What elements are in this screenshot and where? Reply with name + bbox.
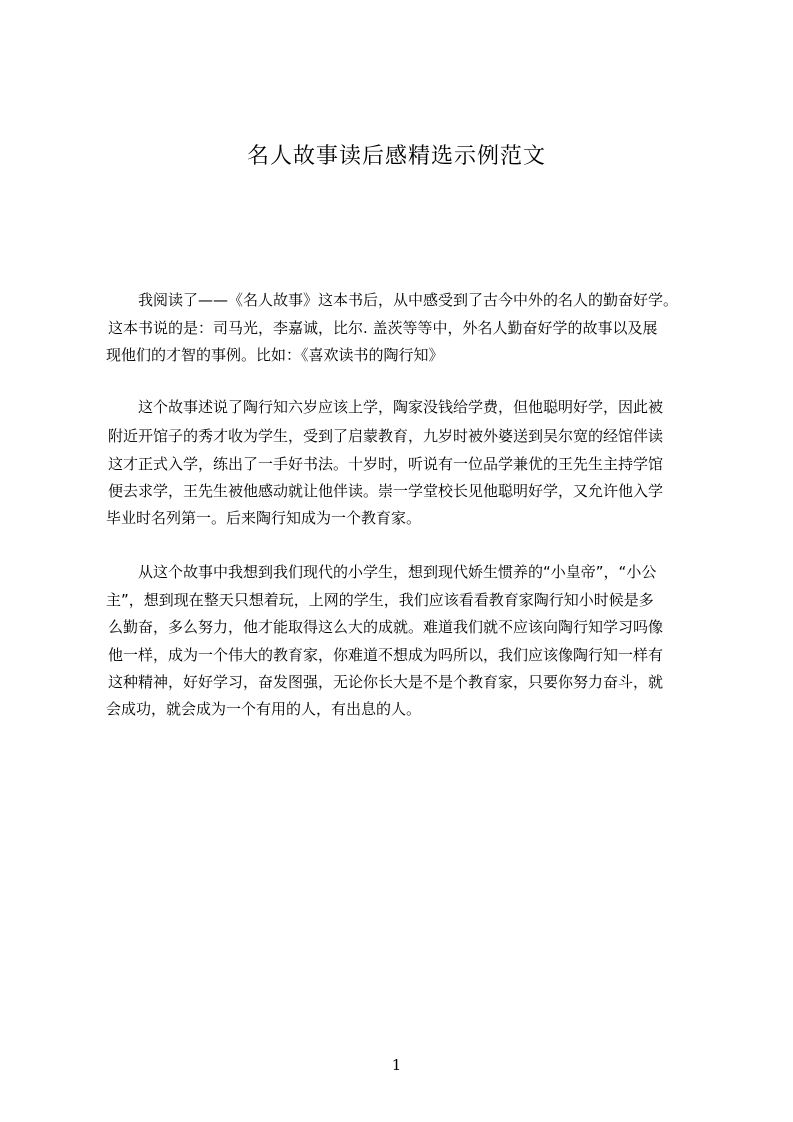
paragraph-2-line-3: 这才正式入学，练出了一手好书法。十岁时，听说有一位品学兼优的王先生主持学馆 [108, 455, 664, 473]
paragraph-1-line-2: 这本书说的是：司马光，李嘉诚，比尔. 盖茨等等中，外名人勤奋好学的故事以及展 [108, 319, 658, 337]
paragraph-2-line-2: 附近开馆子的秀才收为学生，受到了启蒙教育，九岁时被外婆送到吴尔宽的经馆伴读 [108, 427, 664, 445]
paragraph-1-line-1: 我阅读了——《名人故事》这本书后，从中感受到了古今中外的名人的勤奋好学。 [138, 291, 679, 309]
paragraph-3-line-6: 会成功，就会成为一个有用的人，有出息的人。 [106, 700, 422, 718]
paragraph-1-line-3: 现他们的才智的事例。比如：《喜欢读书的陶行知》 [106, 346, 444, 364]
paragraph-2-line-1: 这个故事述说了陶行知六岁应该上学，陶家没钱给学费，但他聪明好学，因此被 [138, 398, 664, 416]
paragraph-2-line-4: 便去求学，王先生被他感动就让他伴读。崇一学堂校长见他聪明好学，又允许他入学 [108, 482, 664, 500]
document-title: 名人故事读后感精选示例范文 [246, 144, 546, 169]
paragraph-3-line-1: 从这个故事中我想到我们现代的小学生，想到现代娇生惯养的“小皇帝”，“小公 [138, 563, 657, 581]
paragraph-3-line-4: 他一样，成为一个伟大的教育家，你难道不想成为吗所以，我们应该像陶行知一样有 [108, 646, 664, 664]
paragraph-3-line-3: 么勤奋，多么努力，他才能取得这么大的成就。难道我们就不应该向陶行知学习吗像 [108, 618, 664, 636]
paragraph-3-line-2: 主”，想到现在整天只想着玩，上网的学生，我们应该看看教育家陶行知小时候是多 [106, 591, 654, 609]
paragraph-3-line-5: 这种精神，好好学习，奋发图强，无论你长大是不是个教育家，只要你努力奋斗，就 [108, 673, 664, 691]
paragraph-2-line-5: 毕业时名列第一。后来陶行知成为一个教育家。 [106, 509, 422, 527]
page-number: 1 [391, 1056, 402, 1074]
